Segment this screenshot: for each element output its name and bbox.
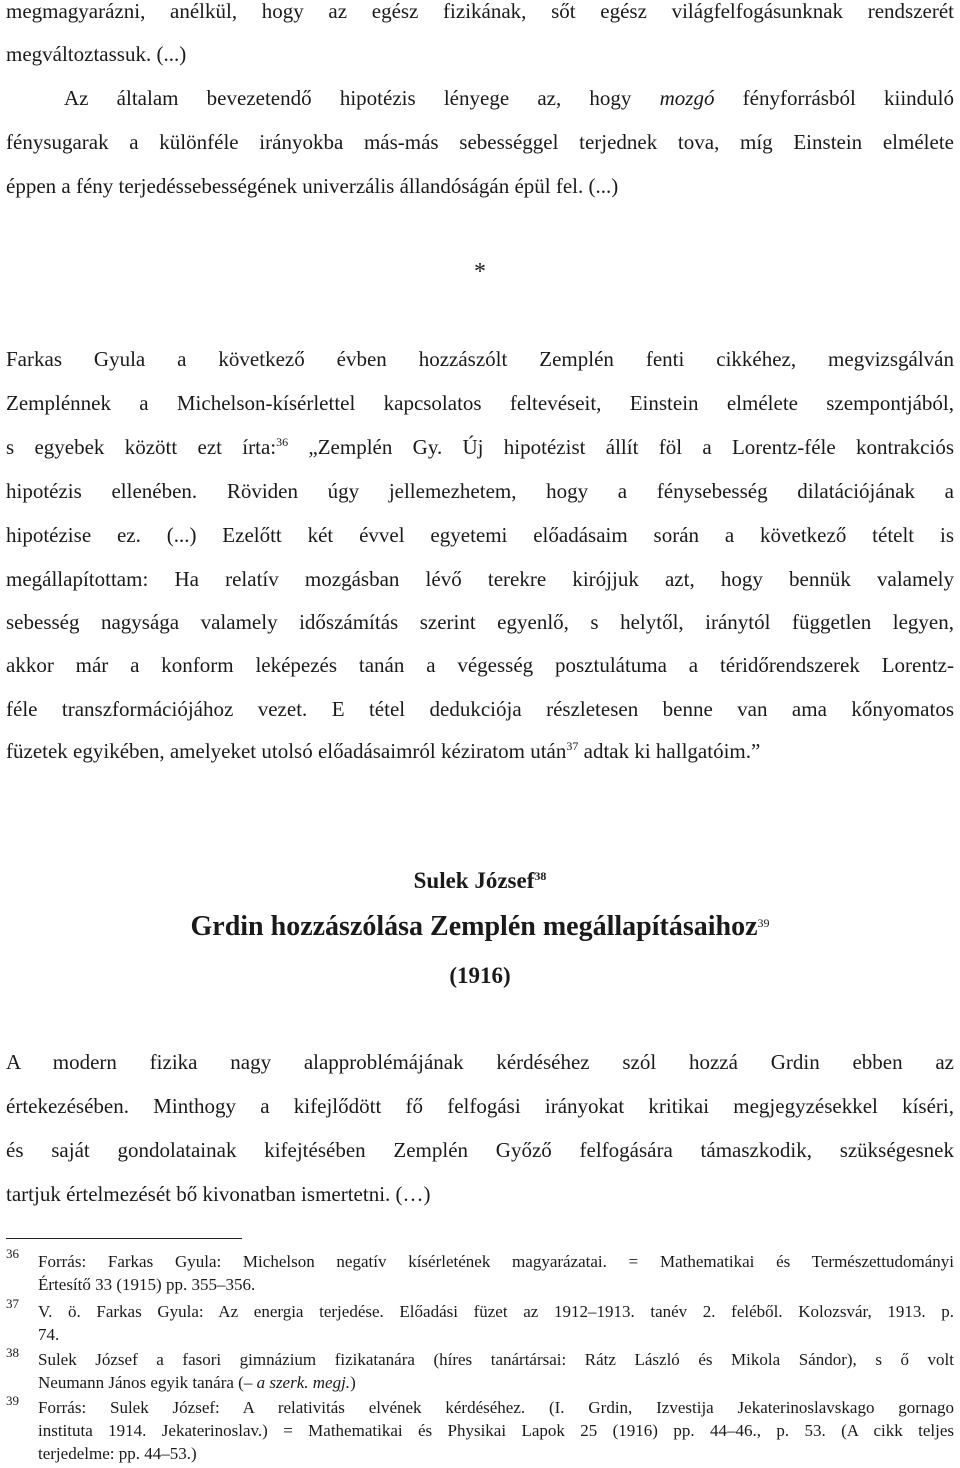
text-line: sebesség nagysága valamely időszámítás szerint egyenlő, s helytől, iránytól független legyen, <box>6 610 954 634</box>
footnote-text: Értesítő 33 (1915) pp. 355–356. <box>38 1275 256 1294</box>
footnote-ref: 37 <box>566 739 579 753</box>
text-line: féle transzformációjához vezet. E tétel dedukciója részletesen benne van ama kőnyomatos <box>6 697 954 721</box>
text-line: s egyebek között ezt írta:$^{36}$ „Zemplén Gy. Új hipotézist állít föl a Lorentz-féle kontrakciós <box>6 435 954 459</box>
footnote-text: V. ö. Farkas Gyula: Az energia terjedése. Előadási füzet az 1912–1913. tanév 2. feléből. Kolozsvár, 1913. p. <box>38 1302 954 1321</box>
text-line: megmagyarázni, anélkül, hogy az egész fizikának, sőt egész világfelfogásunknak rendszerét <box>6 0 954 23</box>
text-line: hipotézise ez. (...) Ezelőtt két évvel egyetemi előadásaim során a következő tételt is <box>6 523 954 547</box>
footnote-ref: 36 <box>276 435 289 449</box>
footnote-number: 36 <box>6 1246 19 1261</box>
footnote-rule <box>6 1238 242 1239</box>
text-line: Az általam bevezetendő hipotézis lényege az, hogy mozgó fényforrásból kiinduló <box>64 86 955 110</box>
footnote-number: 37 <box>6 1296 19 1311</box>
text-line: Zemplénnek a Michelson-kísérlettel kapcsolatos feltevéseit, Einstein elmélete szempontjából, <box>6 391 954 415</box>
text-line: megállapítottam: Ha relatív mozgásban lévő terekre kirójjuk azt, hogy bennük valamely <box>6 567 954 591</box>
footnote-ref: 38 <box>534 869 547 883</box>
footnote-ref: 39 <box>757 916 770 930</box>
footnote-text: instituta 1914. Jekaterinoslav.) = Mathematikai és Physikai Lapok 25 (1916) pp. 44–46., p. 53. (A cikk teljes <box>38 1421 954 1440</box>
text-line: hipotézis ellenében. Röviden úgy jellemezhetem, hogy a fénysebesség dilatációjának a <box>6 479 954 503</box>
footnote-number: 38 <box>6 1345 19 1360</box>
article-title: Grdin hozzászólása Zemplén megállapításaihoz$^{39}$ <box>190 911 770 942</box>
text-line: Farkas Gyula a következő évben hozzászólt Zemplén fenti cikkéhez, megvizsgálván <box>6 347 954 371</box>
text-line: és saját gondolatainak kifejtésében Zemplén Győző felfogására támaszkodik, szükségesnek <box>6 1138 954 1162</box>
text-line: füzetek egyikében, amelyeket utolsó előadásaimról kéziratom után$^{37}$ adtak ki hallgatóim.” <box>6 739 761 763</box>
footnote-text: 74. <box>38 1325 60 1344</box>
text-line: értekezésében. Minthogy a kifejlődött fő felfogási irányokat kritikai megjegyzésekkel kíséri, <box>6 1094 954 1118</box>
article-year: (1916) <box>449 963 511 988</box>
emphasis: – a szerk. megj. <box>243 1373 351 1392</box>
text-line: A modern fizika nagy alapproblémájának kérdéséhez szól hozzá Grdin ebben az <box>6 1050 954 1074</box>
text-line: tartjuk értelmezését bő kivonatban ismertetni. (…) <box>6 1182 431 1206</box>
footnote-text: Forrás: Sulek József: A relativitás elvének kérdéséhez. (I. Grdin, Izvestija Jekaterinoslavskago gornago <box>38 1398 954 1417</box>
text-line: akkor már a konform leképezés tanán a végesség posztulátuma a téridőrendszerek Lorentz- <box>6 653 954 677</box>
footnote-number: 39 <box>6 1393 19 1408</box>
text-line: fénysugarak a különféle irányokba más-más sebességgel terjednek tova, míg Einstein elmélete <box>6 130 954 154</box>
emphasis: mozgó <box>659 86 715 110</box>
text-line: megváltoztassuk. (...) <box>6 42 187 66</box>
text-line: éppen a fény terjedéssebességének univerzális állandóságán épül fel. (...) <box>6 174 619 198</box>
section-separator: * <box>474 259 486 285</box>
footnote-text: terjedelme: pp. 44–53.) <box>38 1444 197 1463</box>
footnote-text: Neumann János egyik tanára (– a szerk. megj.) <box>38 1373 356 1392</box>
footnote-text: Forrás: Farkas Gyula: Michelson negatív kísérletének magyarázatai. = Mathematikai és Természettudományi <box>38 1252 954 1271</box>
author-heading: Sulek József$^{38}$ <box>413 868 547 893</box>
footnote-text: Sulek József a fasori gimnázium fizikatanára (híres tanártársai: Rátz László és Mikola Sándor), s ő volt <box>38 1350 954 1369</box>
